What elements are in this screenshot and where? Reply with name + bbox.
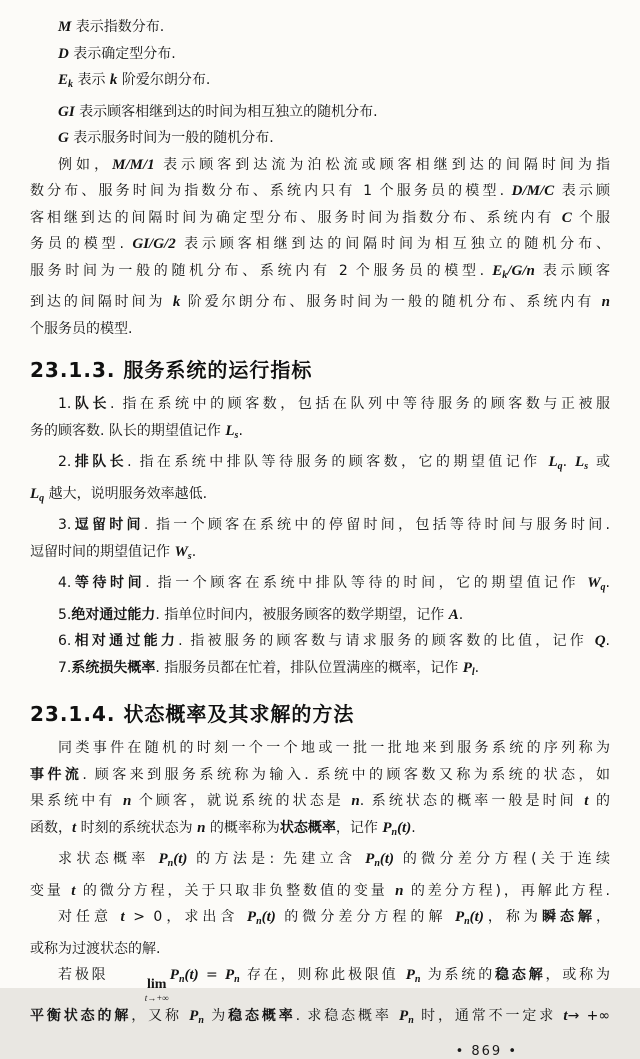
math-subscript: n: [234, 974, 240, 985]
math-symbol: W: [174, 543, 188, 560]
text-line: [30, 391, 610, 418]
text-run: . 指在系统中排队等待服务的顾客数，它的期望值记作: [127, 454, 549, 470]
math-symbol: P: [365, 851, 375, 867]
text-run: 逗留时间的期望值记作: [30, 543, 175, 560]
math-symbol: t: [71, 882, 76, 899]
page-number: • 869 •: [455, 1043, 518, 1059]
math-symbol: W: [587, 575, 601, 591]
math-symbol: (t): [184, 967, 199, 983]
text-line: [30, 762, 610, 789]
notation-and-examples-block: [30, 14, 610, 342]
text-run: 为: [203, 1008, 229, 1024]
math-symbol: A: [448, 606, 459, 623]
bold-term: 系统损失概率: [71, 659, 156, 676]
text-line: [30, 258, 610, 290]
math-subscript: q: [600, 582, 606, 593]
text-line: [30, 125, 610, 152]
text-line: [30, 735, 610, 762]
text-run: > 0，求出含: [124, 909, 247, 925]
text-run: 存在，则称此极限值: [239, 967, 406, 983]
math-symbol: k: [172, 294, 181, 310]
math-subscript: n: [464, 916, 470, 927]
math-symbol: n: [197, 819, 206, 836]
text-line: [30, 570, 610, 602]
text-line: [30, 602, 610, 629]
text-line: [30, 481, 610, 513]
text-run: 的微分方程，关于只取非负整数值的变量: [75, 882, 396, 899]
text-run: . 指一个顾客在系统中的停留时间，包括等待时间与服务时间.: [143, 517, 610, 533]
text-run: .: [605, 575, 610, 591]
text-line: [30, 99, 610, 126]
math-symbol: P: [169, 967, 179, 983]
math-symbol: D/M/C: [511, 183, 555, 199]
text-line: [30, 178, 610, 205]
text-run: 客相继到达的间隔时间为确定型分布、服务时间为指数分布、系统内有: [30, 209, 562, 226]
text-run: 5.: [58, 606, 72, 623]
math-symbol: L: [30, 485, 40, 502]
text-run: . 指服务员都在忙着，排队位置满座的概率，记作: [155, 659, 463, 676]
text-line: [30, 14, 610, 41]
math-symbol: P: [189, 1008, 199, 1024]
text-run: 的方法是: 先建立含: [187, 851, 366, 867]
math-subscript: n: [167, 858, 174, 869]
text-run: 表示: [73, 72, 110, 88]
math-symbol: G: [58, 130, 69, 146]
text-run: . 指一个顾客在系统中排队等待的时间，它的期望值记作: [145, 575, 588, 591]
math-symbol: P: [224, 967, 235, 983]
text-run: .: [191, 543, 197, 560]
text-run: 务员的模型.: [30, 236, 133, 252]
bold-term: 相对通过能力: [71, 633, 179, 649]
text-run: 表示顾客相继到达的间隔时间为相互独立的随机分布、: [175, 236, 610, 252]
text-run: 对任意: [58, 909, 121, 925]
math-subscript: n: [408, 1015, 414, 1026]
text-run: 3.: [58, 517, 72, 533]
text-run: → +∞: [567, 1008, 611, 1024]
math-symbol: n: [395, 882, 404, 899]
operating-indicators-block: [30, 391, 610, 686]
math-symbol: P: [246, 909, 257, 925]
text-line: [30, 846, 610, 878]
math-subscript: n: [198, 1015, 204, 1026]
text-run: 函数，: [30, 819, 72, 836]
text-run: 个顾客，就说系统的状态是: [131, 793, 352, 809]
text-run: 变量: [30, 882, 72, 899]
bold-term: 状态概率: [279, 819, 336, 836]
math-subscript: n: [374, 858, 380, 869]
text-run: =: [198, 967, 225, 983]
text-line: [30, 655, 610, 687]
text-line: [30, 41, 610, 68]
math-subscript: l: [471, 666, 475, 678]
text-run: 的微分差分方程的解: [275, 909, 455, 925]
math-subscript: k: [68, 79, 74, 90]
limit-operator: lim t→+∞: [144, 977, 169, 1003]
text-run: ，又称: [131, 1008, 190, 1024]
text-run: . 顾客来到服务系统称为输入. 系统中的顾客数又称为系统的状态，如: [82, 766, 610, 783]
text-run: 的概率称为: [205, 819, 280, 836]
math-symbol: D: [58, 45, 69, 62]
text-run: 服务时间为一般的随机分布、系统内有 2 个服务员的模型.: [30, 262, 493, 279]
bold-term: 排队长: [71, 454, 128, 470]
text-run: ，: [596, 909, 611, 925]
text-run: 或称为过渡状态的解.: [30, 940, 161, 957]
text-line: [30, 512, 610, 539]
text-run: ，记作: [335, 819, 383, 836]
math-symbol: t: [72, 819, 77, 836]
math-symbol: L: [225, 422, 235, 439]
text-line: [30, 205, 610, 232]
bold-term: 瞬态解: [541, 909, 597, 925]
text-run: .: [562, 454, 576, 470]
math-symbol: P: [462, 659, 472, 676]
text-line: [30, 815, 610, 847]
text-run: 7.: [58, 659, 72, 676]
section-heading-23-1-4: 23.1.4. 状态概率及其求解的方法: [30, 702, 355, 726]
text-run: 例如，: [58, 156, 113, 173]
math-symbol: E: [492, 262, 503, 279]
math-symbol: GI/G/2: [132, 236, 176, 252]
math-symbol: P: [382, 819, 392, 836]
text-run: 果系统中有: [30, 793, 123, 809]
text-line: [30, 418, 610, 450]
text-run: 越大，说明服务效率越低.: [44, 485, 208, 502]
math-symbol: /G/n: [507, 262, 535, 279]
math-subscript: s: [187, 550, 192, 562]
math-symbol: P: [158, 851, 168, 867]
text-run: 若极限: [58, 967, 116, 983]
math-symbol: (t): [397, 819, 412, 836]
text-line: [30, 936, 610, 963]
text-run: ，或称为: [545, 967, 611, 983]
math-subscript: q: [557, 461, 563, 472]
math-symbol: E: [58, 72, 69, 88]
text-run: 阶爱尔朗分布.: [117, 72, 211, 88]
text-run: 数分布、服务时间为指数分布、系统内只有 1 个服务员的模型.: [30, 183, 512, 199]
text-run: 或: [588, 454, 610, 470]
math-symbol: t: [563, 1008, 568, 1024]
text-run: 同类事件在随机的时刻一个一个地或一批一批地来到服务系统的序列称为: [58, 740, 610, 756]
text-run: 表示顾客到达流为泊松流或顾客相继到达的间隔时间为指: [154, 156, 611, 173]
text-line: [30, 231, 610, 258]
text-line: [30, 316, 610, 343]
math-subscript: q: [39, 492, 45, 504]
text-line: [30, 788, 610, 815]
text-run: 求状态概率: [58, 851, 159, 867]
math-symbol: (t): [469, 909, 484, 925]
text-run: 表示服务时间为一般的随机分布.: [68, 130, 274, 146]
math-symbol: n: [351, 793, 360, 809]
text-line: [30, 289, 610, 316]
state-probability-block: [30, 735, 610, 1035]
math-subscript: k: [502, 269, 508, 281]
text-run: 2.: [58, 454, 72, 470]
math-symbol: P: [454, 909, 465, 925]
math-subscript: n: [414, 974, 421, 985]
math-symbol: L: [548, 454, 558, 470]
math-symbol: C: [561, 209, 572, 226]
text-line: [30, 904, 610, 936]
math-symbol: (t): [261, 909, 276, 925]
math-symbol: n: [601, 294, 610, 310]
text-run: 表示确定型分布.: [68, 45, 176, 62]
math-symbol: M: [58, 19, 72, 35]
text-run: 到达的间隔时间为: [30, 294, 173, 310]
text-run: 表示顾: [554, 183, 610, 199]
text-run: 的差分方程)，再解此方程.: [403, 882, 610, 899]
text-run: 表示指数分布.: [71, 19, 165, 35]
text-line: [30, 878, 610, 905]
text-line: [30, 1003, 610, 1035]
text-run: .: [411, 819, 416, 836]
math-symbol: t: [584, 793, 589, 809]
text-run: 个服务员的模型.: [30, 320, 133, 337]
text-line: [30, 449, 610, 481]
text-run: . 求稳态概率: [295, 1008, 400, 1024]
text-run: 表示顾客相继到达的时间为相互独立的随机分布.: [74, 103, 378, 120]
text-run: .: [474, 659, 480, 676]
math-symbol: GI: [58, 103, 75, 120]
text-run: 的微分差分方程(关于连续: [394, 851, 610, 867]
math-symbol: P: [405, 967, 415, 983]
text-line: [30, 628, 610, 655]
text-run: 时刻的系统状态为: [76, 819, 198, 836]
math-symbol: t: [120, 909, 125, 925]
text-line: [30, 152, 610, 179]
bold-term: 绝对通过能力: [71, 606, 156, 623]
section-heading-23-1-3: 23.1.3. 服务系统的运行指标: [30, 358, 313, 382]
text-run: .: [238, 422, 243, 439]
bold-term: 等待时间: [71, 575, 146, 591]
math-symbol: P: [399, 1008, 409, 1024]
text-run: .: [605, 633, 610, 649]
math-subscript: n: [391, 826, 398, 838]
math-subscript: n: [178, 974, 185, 985]
bold-term: 事件流: [30, 766, 83, 783]
math-symbol: (t): [173, 851, 188, 867]
text-run: 6.: [58, 633, 72, 649]
text-run: 时，通常不一定求: [413, 1008, 564, 1024]
text-line: [30, 962, 610, 1003]
text-run: . 系统状态的概率一般是时间: [359, 793, 585, 809]
math-subscript: s: [234, 429, 239, 441]
text-line: [30, 539, 610, 571]
math-symbol: (t): [379, 851, 395, 867]
text-run: 表示顾客: [534, 262, 610, 279]
text-run: . 指被服务的顾客数与请求服务的顾客数的比值，记作: [178, 633, 595, 649]
math-symbol: k: [109, 72, 118, 88]
math-symbol: n: [122, 793, 132, 809]
math-symbol: Q: [594, 633, 606, 649]
text-run: ，称为: [483, 909, 542, 925]
text-run: . 指单位时间内，被服务顾客的数学期望，记作: [155, 606, 449, 623]
text-run: 个服: [571, 209, 610, 226]
text-run: . 指在系统中的顾客数，包括在队列中等待服务的顾客数与正被服: [109, 396, 610, 412]
bold-term: 稳态概率: [228, 1008, 296, 1024]
math-subscript: s: [584, 461, 589, 472]
text-line: [30, 67, 610, 99]
text-run: 务的顾客数. 队长的期望值记作: [30, 422, 226, 439]
text-run: 4.: [58, 575, 72, 591]
text-run: .: [458, 606, 464, 623]
bold-term: 逗留时间: [71, 517, 144, 533]
text-run: 1.: [58, 396, 72, 412]
text-run: 的: [588, 793, 611, 809]
bold-term: 队长: [71, 396, 110, 412]
math-symbol: L: [575, 454, 585, 470]
math-subscript: n: [256, 916, 262, 927]
bold-term: 稳态解: [495, 967, 546, 983]
text-run: 为系统的: [420, 967, 496, 983]
math-symbol: M/M/1: [112, 156, 155, 173]
text-run: 阶爱尔朗分布、服务时间为一般的随机分布、系统内有: [180, 294, 602, 310]
bold-term: 平衡状态的解: [30, 1008, 132, 1024]
